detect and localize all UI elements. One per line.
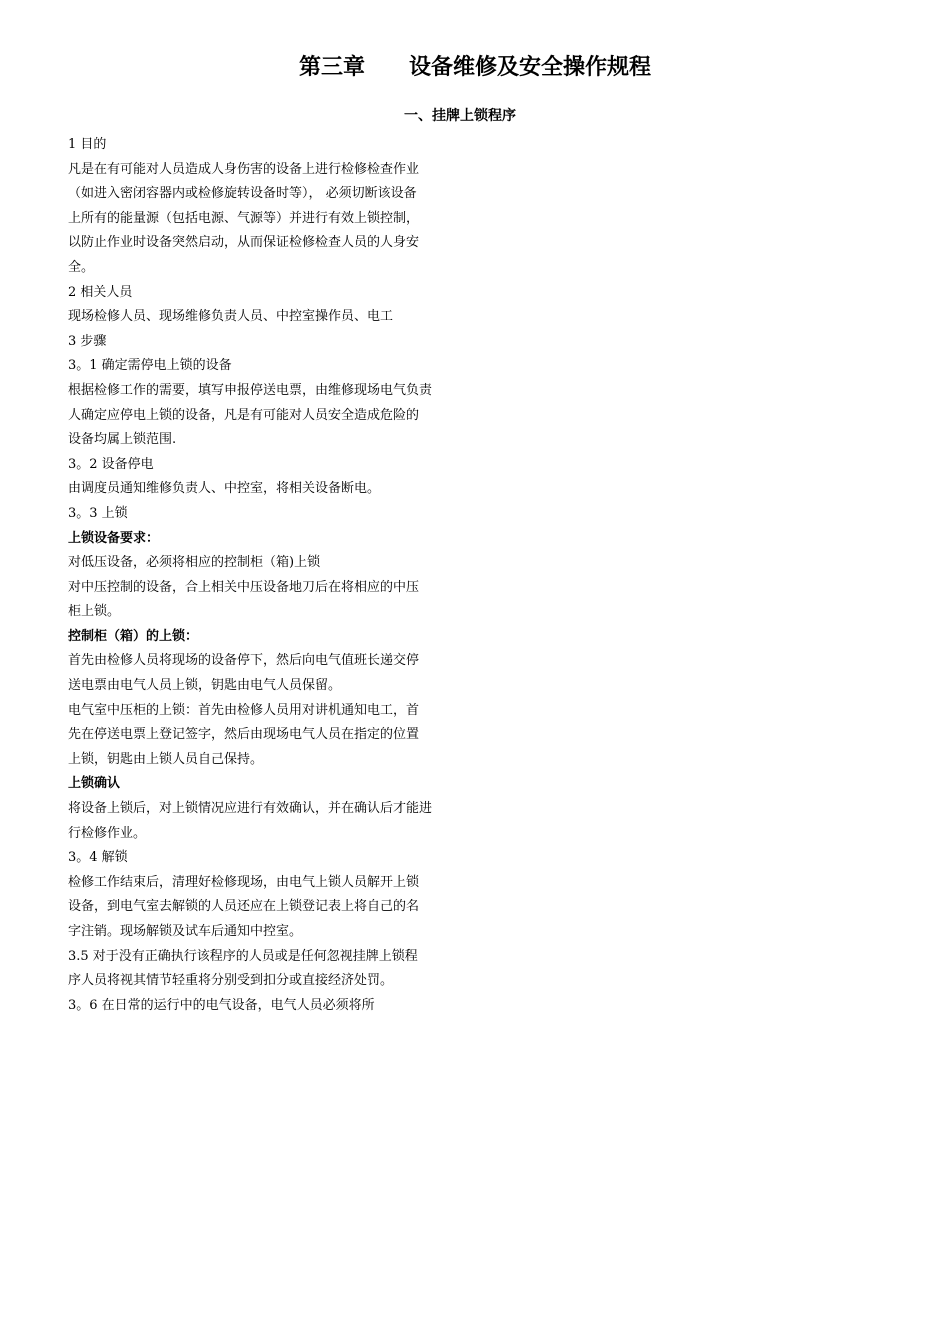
text-line: 上锁，钥匙由上锁人员自己保持。: [68, 751, 264, 767]
text-line: 以防止作业时设备突然启动，从而保证检修检查人员的人身安: [68, 235, 420, 251]
text-line: 3。4 解锁: [68, 850, 128, 866]
text-line: 检修工作结束后，清理好检修现场，由电气上锁人员解开上锁: [68, 874, 420, 890]
text-line: 由调度员通知维修负责人、中控室，将相关设备断电。: [68, 481, 381, 497]
text-line: 对低压设备，必须将相应的控制柜（箱)上锁: [68, 555, 321, 571]
text-line: 人确定应停电上锁的设备，凡是有可能对人员安全造成危险的: [68, 407, 420, 423]
chapter-title: 第三章 设备维修及安全操作规程: [298, 55, 651, 80]
text-line: 根据检修工作的需要，填写申报停送电票，由维修现场电气负责: [68, 382, 433, 398]
text-line: 2 相关人员: [68, 284, 133, 300]
text-line: 1 目的: [68, 137, 107, 152]
text-line: 设备，到电气室去解锁的人员还应在上锁登记表上将自己的名: [68, 899, 420, 915]
text-line: （如进入密闭容器内或检修旋转设备时等）， 必须切断该设备: [68, 186, 417, 202]
text-line: 3。1 确定需停电上锁的设备: [68, 358, 232, 374]
text-line: 3。3 上锁: [68, 505, 128, 521]
text-line: 电气室中压柜的上锁：首先由检修人员用对讲机通知电工，首: [68, 702, 420, 718]
text-line: 3。6 在日常的运行中的电气设备，电气人员必须将所: [68, 997, 375, 1013]
text-line: 先在停送电票上登记签字，然后由现场电气人员在指定的位置: [68, 727, 420, 743]
text-line: 全。: [68, 259, 95, 275]
text-line: 行检修作业。: [68, 825, 147, 841]
subheading-line: 上锁确认: [68, 776, 121, 792]
text-line: 上所有的能量源（包括电源、气源等）并进行有效上锁控制，: [68, 210, 420, 226]
text-line: 首先由检修人员将现场的设备停下，然后向电气值班长递交停: [68, 653, 420, 669]
text-line: 对中压控制的设备，合上相关中压设备地刀后在将相应的中压: [68, 579, 420, 595]
section-title: 一、挂牌上锁程序: [404, 108, 516, 124]
text-line: 3.5 对于没有正确执行该程序的人员或是任何忽视挂牌上锁程: [68, 948, 418, 964]
text-line: 3 步骤: [68, 333, 107, 349]
text-line: 送电票由电气人员上锁，钥匙由电气人员保留。: [68, 678, 342, 694]
text-line: 序人员将视其情节轻重将分别受到扣分或直接经济处罚。: [68, 973, 394, 989]
text-line: 字注销。现场解锁及试车后通知中控室。: [68, 924, 303, 939]
subheading-line: 控制柜（箱）的上锁：: [68, 628, 199, 644]
subheading-line: 上锁设备要求：: [68, 530, 160, 546]
text-line: 将设备上锁后，对上锁情况应进行有效确认，并在确认后才能进: [68, 801, 433, 817]
text-line: 凡是在有可能对人员造成人身伤害的设备上进行检修检查作业: [68, 161, 420, 177]
text-line: 3。2 设备停电: [68, 456, 154, 472]
document-body: [68, 133, 462, 1018]
text-line: 现场检修人员、现场维修负责人员、中控室操作员、电工: [68, 309, 394, 325]
text-line: 柜上锁。: [68, 604, 121, 620]
text-line: 设备均属上锁范围.: [68, 432, 177, 448]
